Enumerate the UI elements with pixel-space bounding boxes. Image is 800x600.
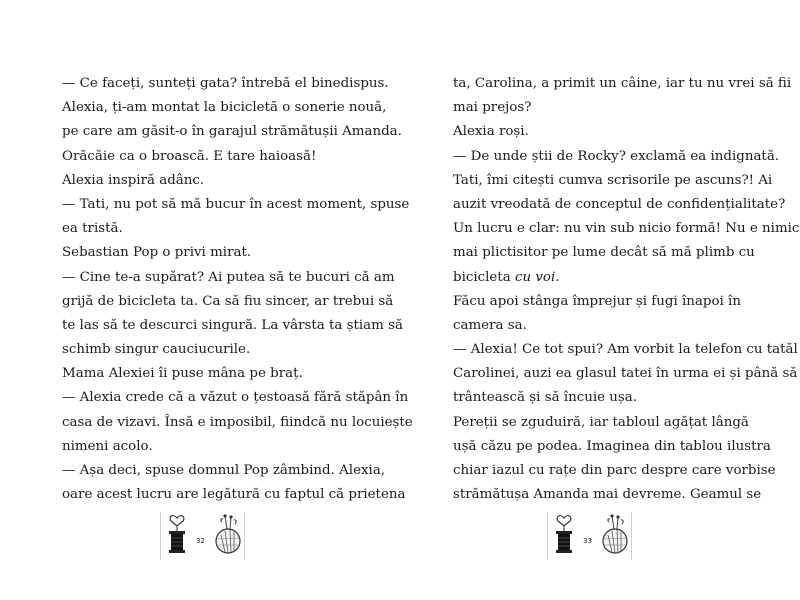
pincushion-icon [212, 512, 245, 560]
text-line: auzit vreodată de conceptul de confidențialitate? [453, 196, 786, 212]
text-line: — Așa deci, spuse domnul Pop zâmbind. Alexia, [62, 463, 386, 478]
right-page-text [453, 72, 800, 507]
text-line: strămătușa Amanda mai devreme. Geamul se [453, 487, 762, 503]
text-line: camera sa. [453, 317, 527, 333]
text-line: mai plictisitor pe lume decât să mă plimb cu [453, 245, 755, 261]
text-line: chiar iazul cu rațe din parc despre care vorbise [453, 463, 776, 478]
italic-phrase: cu voi [514, 269, 556, 285]
text-line: Făcu apoi stânga împrejur și fugi înapoi în [453, 293, 741, 309]
text-line: Mama Alexiei îi puse mâna pe braț. [62, 366, 303, 382]
text-line: Alexia roși. [453, 124, 529, 140]
text-line: ușă căzu pe podea. Imaginea din tablou ilustra [453, 438, 771, 454]
text-line: Un lucru e clar: nu vin sub nicio formă! Nu e nimic [453, 221, 800, 237]
text-line: te las să te descurci singură. La vârsta ta știam să [62, 317, 403, 333]
text-line: — Alexia! Ce tot spui? Am vorbit la telefon cu tatăl [453, 342, 798, 358]
page-number: 32 [196, 537, 205, 545]
text-line: — Cine te-a supărat? Ai putea să te bucuri că am [62, 269, 395, 285]
pincushion-icon [599, 512, 632, 560]
thread-spool-icon [547, 512, 580, 560]
text-line: Alexia, ți-am montat la bicicletă o sonerie nouă, [62, 100, 387, 116]
text-line: ta, Carolina, a primit un câine, iar tu nu vrei să fii [453, 76, 792, 91]
text-line: trântească și să încuie ușa. [453, 390, 638, 406]
text-line [453, 266, 768, 290]
text-line: pe care am găsit-o în garajul strămătușii Amanda. [62, 124, 402, 140]
text-line: ea tristă. [62, 221, 123, 237]
text-line: oare acest lucru are legătură cu faptul că prietena [62, 487, 406, 503]
text-line: Alexia inspiră adânc. [62, 172, 205, 188]
text-segment: . [555, 269, 560, 285]
text-line: — Tati, nu pot să mă bucur în acest moment, spuse [62, 196, 410, 212]
text-line: Carolinei, auzi ea glasul tatei în urma ei și până să [453, 366, 798, 382]
text-line: — De unde știi de Rocky? exclamă ea indignată. [453, 148, 780, 164]
text-line: casa de vizavi. Însă e imposibil, fiindcă nu locuiește [62, 414, 413, 430]
text-line: Sebastian Pop o privi mirat. [62, 245, 252, 261]
text-line: — Ce faceți, sunteți gata? întrebă el binedispus. [62, 76, 389, 91]
text-line: Tati, îmi citești cumva scrisorile pe ascuns?! Ai [453, 172, 773, 188]
text-line: Pereții se zguduiră, iar tabloul agățat lângă [453, 414, 749, 430]
text-line: Orăcăie ca o broască. E tare haioasă! [62, 148, 317, 164]
text-segment: bicicleta [453, 269, 515, 285]
text-line: nimeni acolo. [62, 438, 153, 454]
text-line: — Alexia crede că a văzut o țestoasă fără stăpân în [62, 390, 409, 406]
text-line: schimb singur cauciucurile. [62, 342, 251, 358]
left-page-text [62, 72, 413, 507]
right-page [400, 0, 800, 600]
thread-spool-icon [160, 512, 193, 560]
text-line: mai prejos? [453, 100, 532, 116]
text-line: grijă de bicicleta ta. Ca să fiu sincer, ar trebui să [62, 293, 394, 309]
page-number: 33 [583, 537, 592, 545]
